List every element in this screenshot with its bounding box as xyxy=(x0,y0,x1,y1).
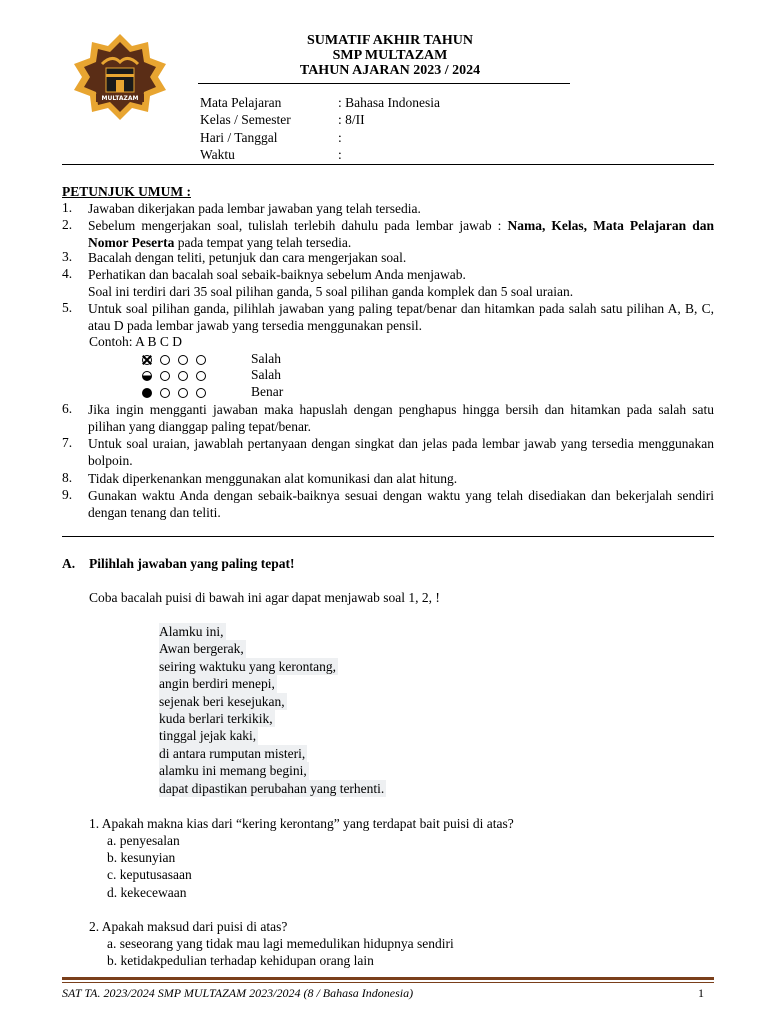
info-divider xyxy=(62,164,714,165)
bubble-icon xyxy=(196,371,206,381)
item-number: 2. xyxy=(62,217,73,232)
item-number: 6. xyxy=(62,401,73,416)
poem-intro: Coba bacalah puisi di bawah ini agar dapat menjawab soal 1, 2, ! xyxy=(89,590,440,605)
section-divider xyxy=(62,536,714,537)
instruction-item: Jawaban dikerjakan pada lembar jawaban yang telah tersedia. xyxy=(88,201,421,216)
school-logo xyxy=(62,34,178,120)
footer-rule-thick xyxy=(62,977,714,980)
option-a[interactable]: a. penyesalan xyxy=(107,833,180,848)
poem xyxy=(159,623,386,797)
item-number: 4. xyxy=(62,266,73,281)
option-a[interactable]: a. seseorang yang tidak mau lagi memedulikan hidupnya sendiri xyxy=(107,936,454,951)
bubble-icon xyxy=(160,371,170,381)
instruction-item: Bacalah dengan teliti, petunjuk dan cara mengerjakan soal. xyxy=(88,250,407,265)
bubble-icon xyxy=(178,388,188,398)
section-letter: A. xyxy=(62,556,76,571)
bubble-icon xyxy=(178,355,188,365)
bubble-icon xyxy=(160,355,170,365)
bubble-icon xyxy=(178,371,188,381)
item-number: 9. xyxy=(62,487,73,502)
poem-line: dapat dipastikan perubahan yang terhenti. xyxy=(159,780,385,796)
example-row xyxy=(142,351,281,367)
option-c[interactable]: c. keputusasaan xyxy=(107,867,192,882)
example-row xyxy=(142,384,284,400)
academic-year: TAHUN AJARAN 2023 / 2024 xyxy=(299,63,481,78)
page-number: 1 xyxy=(698,986,704,1000)
filled-bubble-icon xyxy=(142,388,152,398)
half-filled-bubble-icon xyxy=(142,371,152,381)
instruction-item: Perhatikan dan bacalah soal sebaik-baiknya sebelum Anda menjawab. xyxy=(88,267,466,282)
option-b[interactable]: b. ketidakpedulian terhadap kehidupan orang lain xyxy=(107,953,374,968)
poem-line: di antara rumputan misteri, xyxy=(159,745,306,761)
section-title: Pilihlah jawaban yang paling tepat! xyxy=(89,556,295,571)
poem-line: alamku ini memang begini, xyxy=(159,763,307,779)
poem-line: tinggal jejak kaki, xyxy=(159,728,257,744)
example-result: Salah xyxy=(251,367,281,382)
question-1: 1. Apakah makna kias dari “kering kerontang” yang terdapat bait puisi di atas? xyxy=(89,816,514,831)
poem-line: Alamku ini, xyxy=(159,624,224,639)
example-result: Benar xyxy=(251,384,284,399)
instruction-item: Gunakan waktu Anda dengan sebaik-baiknya sesuai dengan waktu yang telah disediakan dan bekerjalah sendiri dengan tenang dan teliti. xyxy=(88,488,714,520)
instruction-item: Untuk soal pilihan ganda, pilihlah jawaban yang paling tepat/benar dan hitamkan pada salah satu pilihan A, B, C, atau D pada lembar jawab yang tersedia menggunakan pensil. xyxy=(88,301,714,333)
instruction-item: Untuk soal uraian, jawablah pertanyaan dengan singkat dan jelas pada lembar jawab yang tersedia menggunakan bolpoin. xyxy=(88,436,714,468)
poem-line: angin berdiri menepi, xyxy=(159,676,275,692)
bubble-icon xyxy=(160,388,170,398)
bubble-icon xyxy=(196,355,206,365)
footer-rule-thin xyxy=(62,982,714,983)
school-name: SMP MULTAZAM xyxy=(332,48,448,63)
poem-line: sejenak beri kesejukan, xyxy=(159,693,285,709)
item-number: 5. xyxy=(62,300,73,315)
poem-line: Awan bergerak, xyxy=(159,641,244,657)
svg-text:MULTAZAM: MULTAZAM xyxy=(101,95,139,102)
item-number: 1. xyxy=(62,200,73,215)
item-number: 3. xyxy=(62,249,73,264)
poem-line: kuda berlari terkikik, xyxy=(159,711,273,727)
option-d[interactable]: d. kekecewaan xyxy=(107,885,187,900)
example-result: Salah xyxy=(251,351,281,366)
bubble-icon xyxy=(196,388,206,398)
option-b[interactable]: b. kesunyian xyxy=(107,850,176,865)
footer-text: SAT TA. 2023/2024 SMP MULTAZAM 2023/2024 (8 / Bahasa Indonesia) xyxy=(62,986,414,1000)
example-label: Contoh: A B C D xyxy=(89,334,183,349)
poem-line: seiring waktuku yang kerontang, xyxy=(159,658,336,674)
exam-title: SUMATIF AKHIR TAHUN xyxy=(307,33,473,48)
question-2: 2. Apakah maksud dari puisi di atas? xyxy=(89,919,288,934)
instruction-item: Jika ingin mengganti jawaban maka hapuslah dengan penghapus hingga bersih dan hitamkan pada salah satu pilihan yang dianggap paling tepat/benar. xyxy=(88,402,714,434)
crossed-bubble-icon xyxy=(142,355,152,365)
item-number: 7. xyxy=(62,435,73,450)
item-number: 8. xyxy=(62,470,73,485)
instruction-item: Tidak diperkenankan menggunakan alat komunikasi dan alat hitung. xyxy=(88,471,458,486)
instruction-item: Sebelum mengerjakan soal, tulislah terlebih dahulu pada lembar jawab : Nama, Kelas, Mata Pelajaran dan Nomor Peserta pada tempat yang telah tersedia. xyxy=(88,218,714,250)
instruction-item-cont: Soal ini terdiri dari 35 soal pilihan ganda, 5 soal pilihan ganda komplek dan 5 soal uraian. xyxy=(88,284,574,299)
header-divider xyxy=(198,83,570,84)
example-row xyxy=(142,367,281,383)
instructions-heading: PETUNJUK UMUM : xyxy=(62,184,191,199)
